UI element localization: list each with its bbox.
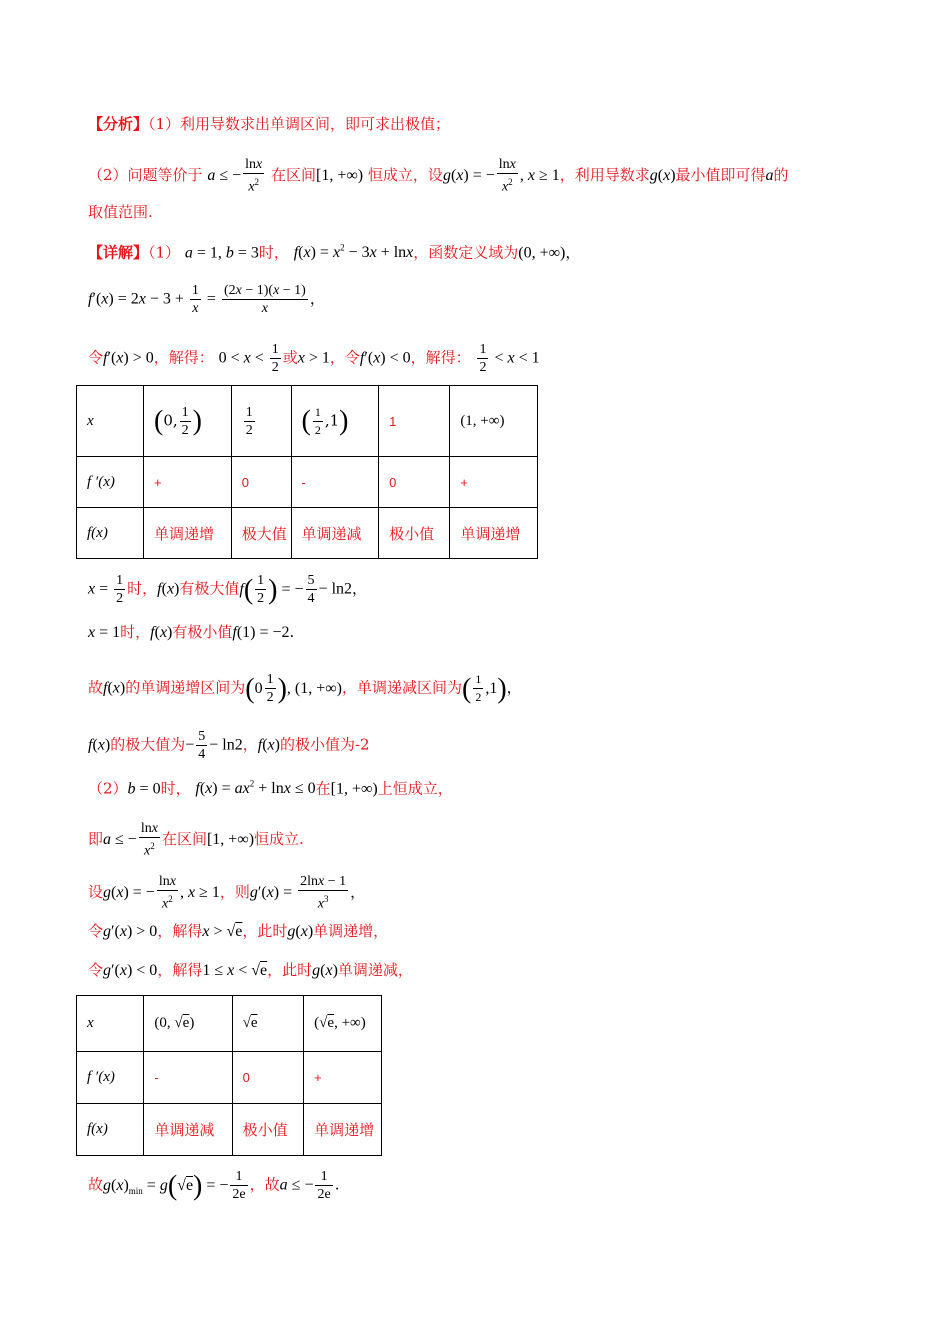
detail-l3-e: ，解得： bbox=[410, 348, 471, 367]
analysis-p2-b: 在区间 bbox=[271, 165, 317, 184]
after1-d1: 的极大值为 bbox=[110, 735, 186, 754]
table-cell: x bbox=[77, 996, 144, 1052]
part2-last-b: ，故 bbox=[249, 1175, 280, 1194]
min-value-line: x = 1时，f(x)有极小值f(1) = −2. bbox=[88, 623, 295, 641]
table-row bbox=[77, 508, 538, 559]
monotonicity-table-f bbox=[76, 385, 538, 559]
gprime-lt-0: g′(x) < 0 bbox=[103, 962, 158, 979]
after1-a2: 有极大值 bbox=[179, 579, 240, 598]
x-eq-half: x = bbox=[88, 580, 113, 598]
gx-b: g(x) bbox=[312, 962, 338, 979]
table-cell: f ′(x) bbox=[77, 1052, 144, 1104]
g-min: $g(x)_{min} = g(√e)$ = − bbox=[103, 1169, 229, 1201]
analysis-p2-d: ，利用导数求 bbox=[559, 165, 650, 184]
table-cell: + bbox=[450, 457, 538, 508]
formula-ab: a = 1, b = 3 bbox=[184, 244, 259, 262]
table-cell: (0, √e) bbox=[144, 996, 232, 1052]
fx-d: f(x) bbox=[88, 736, 111, 754]
part2-line-4 bbox=[88, 921, 388, 942]
part2-line-5 bbox=[88, 960, 413, 981]
after1-d3: 的极小值为-2 bbox=[279, 735, 370, 754]
extreme-values-line: f(x)的极大值为− $\frac{5}{4}$ − ln2，f(x)的极小值为-2 bbox=[88, 729, 370, 762]
a-le-b: a ≤ − bbox=[103, 830, 137, 848]
table-cell: + bbox=[144, 457, 232, 508]
table-row bbox=[77, 996, 382, 1052]
interval-1-inf-b: [1, +∞) bbox=[330, 780, 378, 798]
b-eq-0: b = 0 bbox=[127, 780, 161, 798]
part2-line-1 bbox=[88, 774, 453, 799]
table-cell: 单调递增 bbox=[144, 508, 232, 559]
table-cell: - bbox=[291, 457, 379, 508]
analysis-p2-a: （2）问题等价于 bbox=[88, 165, 203, 184]
part2-l1-d: 上恒成立， bbox=[377, 779, 453, 798]
monotonicity-table-g bbox=[76, 995, 382, 1156]
table-row bbox=[77, 1052, 382, 1104]
detail-line-3 bbox=[88, 341, 540, 376]
domain-interval: (0, +∞) bbox=[518, 244, 566, 262]
x-gt-sqrt-e: x > √e bbox=[202, 923, 243, 940]
after1-a1: 时， bbox=[127, 579, 158, 598]
table-cell: x bbox=[77, 386, 144, 457]
table-cell: 单调递增 bbox=[304, 1104, 382, 1156]
formula-g-def: g(x) = − bbox=[442, 166, 495, 184]
table-cell: 0 bbox=[231, 457, 291, 508]
analysis-line-1 bbox=[88, 114, 450, 134]
part2-l5-c: ，此时 bbox=[267, 961, 313, 979]
frac-lnx-x2-d: $\frac{\ln x}{x^2}$ bbox=[158, 874, 176, 912]
after1-c3: ，单调递减区间为 bbox=[342, 678, 463, 697]
frac-half-a: $\frac{1}{2}$ bbox=[271, 342, 279, 375]
table-cell: f(x) bbox=[77, 508, 144, 559]
part2-l2-c: 恒成立. bbox=[254, 829, 304, 848]
table-cell: 单调递增 bbox=[450, 508, 538, 559]
analysis-line-2 bbox=[88, 156, 789, 196]
gprime-def: g′(x) = bbox=[249, 883, 297, 901]
table-cell: 极小值 bbox=[379, 508, 450, 559]
frac-derivative: $\frac{(2x - 1)(x - 1)}{x}$ bbox=[223, 283, 306, 316]
frac-1-2e-a: $\frac{1}{2e}$ bbox=[232, 1169, 246, 1202]
table-cell: (1, +∞) bbox=[450, 386, 538, 457]
f1-value: f(1) = −2 bbox=[232, 624, 290, 641]
frac-half-e: $\frac{1}{2}$ bbox=[266, 672, 274, 705]
detail-l3-d: ，令 bbox=[329, 348, 360, 367]
part2-l4-d: 单调递增， bbox=[313, 922, 389, 940]
part2-l1-c: 在 bbox=[315, 779, 331, 798]
part2-l4-c: ，此时 bbox=[242, 922, 288, 940]
detail-line-1: 【详解】（1） a = 1, b = 3时， $f(x) = x^2 - 3x + \ln x$，函数定义域为(0, +∞)， bbox=[88, 243, 581, 262]
part2-l1-a: （2） bbox=[88, 779, 128, 798]
fprime-gt-0: f′(x) > 0 bbox=[103, 349, 154, 367]
table-cell: 单调递减 bbox=[291, 508, 379, 559]
table-cell: f(x) bbox=[77, 1104, 144, 1156]
table-cell: √e bbox=[232, 996, 304, 1052]
frac-lnx-x2-c: $\frac{\ln x}{x^2}$ bbox=[140, 821, 158, 859]
part2-l4-a: 令 bbox=[88, 922, 104, 940]
table-cell: - bbox=[144, 1052, 232, 1104]
part2-line-3: 设g(x) = − $\frac{\ln x}{x^2}$ , x ≥ 1，则g′(x) = $\frac{2\ln x - 1}{x^3}$ ， bbox=[88, 874, 366, 912]
analysis-tag: 【分析】 bbox=[88, 115, 149, 133]
table-cell: 0 bbox=[232, 1052, 304, 1104]
frac-1-x: $\frac{1}{x}$ bbox=[191, 283, 199, 316]
table-cell: 极小值 bbox=[232, 1104, 304, 1156]
detail-line-2: f′(x) = 2x − 3 + $\frac{1}{x}$ = $\frac{(2x - 1)(x - 1)}{x}$ ， bbox=[88, 283, 325, 316]
analysis-line-3: 取值范围. bbox=[88, 203, 153, 221]
part2-l5-a: 令 bbox=[88, 961, 104, 979]
frac-lnx-x2-b: $\frac{\ln x}{x^2}$ bbox=[498, 157, 516, 195]
part2-l3-a: 设 bbox=[88, 882, 104, 901]
interval-1-inf: [1, +∞) bbox=[316, 166, 364, 184]
part2-l5-d: 单调递减， bbox=[337, 961, 413, 979]
ineq-half-x-1: < x < 1 bbox=[490, 349, 540, 367]
gprime-gt-0: g′(x) > 0 bbox=[103, 923, 158, 940]
table-row bbox=[77, 457, 538, 508]
fx-e: f(x) bbox=[257, 736, 280, 754]
detail-l3-b: ，解得： bbox=[153, 348, 214, 367]
table-cell: ( $\frac{1}{2}$ ,1) bbox=[291, 386, 379, 457]
part2-l1-b: 时， bbox=[160, 779, 191, 798]
analysis-p1: （1）利用导数求出单调区间，即可求出极值； bbox=[148, 115, 451, 133]
table-cell: 单调递减 bbox=[144, 1104, 232, 1156]
detail-l1-c: ，函数定义域为 bbox=[413, 243, 519, 262]
table-cell: 0 bbox=[379, 457, 450, 508]
interval-0-half: (0 bbox=[245, 672, 263, 704]
detail-tag: 【详解】 bbox=[88, 243, 149, 262]
a-le-final: a ≤ − bbox=[279, 1176, 314, 1194]
ineq-1-x-sqrt-e: 1 ≤ x < √e bbox=[202, 962, 268, 979]
table-row bbox=[77, 386, 538, 457]
fx-b: f(x) bbox=[150, 624, 173, 641]
frac-5-4-a: $\frac{5}{4}$ bbox=[307, 573, 315, 606]
part2-last-a: 故 bbox=[88, 1175, 104, 1194]
fx-ineq: $f(x) = ax^2 + \ln x \le 0$ bbox=[195, 779, 316, 798]
table-cell: 极大值 bbox=[231, 508, 291, 559]
frac-half-c: $\frac{1}{2}$ bbox=[116, 573, 124, 606]
gx-a: g(x) bbox=[287, 923, 314, 940]
table-cell: 1 bbox=[379, 386, 450, 457]
detail-l1-a: （1） bbox=[148, 243, 181, 262]
ineq-0-x-half: 0 < x < bbox=[218, 349, 268, 367]
frac-half-b: $\frac{1}{2}$ bbox=[479, 342, 487, 375]
fx-a: f(x) bbox=[157, 580, 180, 598]
part2-line-2 bbox=[88, 820, 304, 860]
fx-c: f(x) bbox=[103, 679, 126, 697]
x-eq-1: x = 1 bbox=[88, 624, 121, 641]
formula-fprime: f′(x) = 2x − 3 + bbox=[88, 290, 188, 308]
formula-x-ge-1: , x ≥ 1 bbox=[519, 166, 560, 184]
formula-a-le: a ≤ − bbox=[207, 166, 242, 184]
after1-c2: 的单调递增区间为 bbox=[125, 678, 246, 697]
ineq-x-gt-1: x > 1 bbox=[297, 349, 330, 367]
formula-f-def: $f(x) = x^2 - 3x + \ln x$ bbox=[293, 243, 414, 262]
frac-half-d: $\frac{1}{2}$ bbox=[257, 573, 265, 606]
table-cell: (√e, +∞) bbox=[304, 996, 382, 1052]
frac-gprime: $\frac{2\ln x - 1}{x^3}$ bbox=[300, 874, 347, 912]
frac-5-4-b: $\frac{5}{4}$ bbox=[198, 729, 206, 762]
fprime-lt-0: f′(x) < 0 bbox=[359, 349, 411, 367]
interval-half-1: ( bbox=[462, 672, 472, 704]
var-a: a bbox=[765, 166, 774, 184]
after1-b1: 时， bbox=[120, 623, 151, 641]
detail-l1-b: 时， bbox=[258, 243, 289, 262]
table-cell: + bbox=[304, 1052, 382, 1104]
formula-gx: g(x) bbox=[649, 166, 676, 184]
f-half-value: f( bbox=[239, 573, 254, 605]
intervals-line: 故f(x)的单调递增区间为(0 $\frac{1}{2}$ ), (1, +∞)，单调递减区间为( $\frac{1}{2}$ ,1)， bbox=[88, 672, 522, 705]
frac-half-f: $\frac{1}{2}$ bbox=[475, 672, 482, 704]
after1-b2: 有极小值 bbox=[172, 623, 233, 641]
detail-l3-c: 或 bbox=[282, 348, 298, 367]
max-value-line: x = $\frac{1}{2}$ 时，f(x)有极大值f( $\frac{1}{2}$ ) = − $\frac{5}{4}$ − ln2， bbox=[88, 573, 368, 606]
part2-l5-b: ，解得 bbox=[157, 961, 203, 979]
conclusion-line: 故$g(x)_{min} = g(√e)$ = − $\frac{1}{2e}$ ，故a ≤ − $\frac{1}{2e}$ . bbox=[88, 1169, 340, 1202]
after1-d2: ， bbox=[242, 735, 258, 754]
detail-l3-a: 令 bbox=[88, 348, 104, 367]
table-cell: f ′(x) bbox=[77, 457, 144, 508]
interval-1-inf-c: [1, +∞) bbox=[206, 830, 255, 848]
analysis-p2-f: 的 bbox=[773, 165, 789, 184]
table-row bbox=[77, 1104, 382, 1156]
analysis-p2-c: 恒成立，设 bbox=[367, 165, 443, 184]
after1-c1: 故 bbox=[88, 678, 104, 697]
frac-lnx-x2: $\frac{\ln x}{x^2}$ bbox=[245, 157, 263, 195]
g-def-b: g(x) = − bbox=[103, 883, 155, 901]
part2-l3-b: ，则 bbox=[219, 882, 250, 901]
part2-l4-b: ，解得 bbox=[157, 922, 203, 940]
analysis-p2-e: 最小值即可得 bbox=[675, 165, 766, 184]
part2-l2-a: 即 bbox=[88, 829, 104, 848]
part2-l2-b: 在区间 bbox=[161, 829, 207, 848]
table-cell: (0, $\frac{1}{2}$ ) bbox=[144, 386, 232, 457]
table-cell: $\frac{1}{2}$ bbox=[231, 386, 291, 457]
frac-1-2e-b: $\frac{1}{2e}$ bbox=[317, 1169, 331, 1202]
